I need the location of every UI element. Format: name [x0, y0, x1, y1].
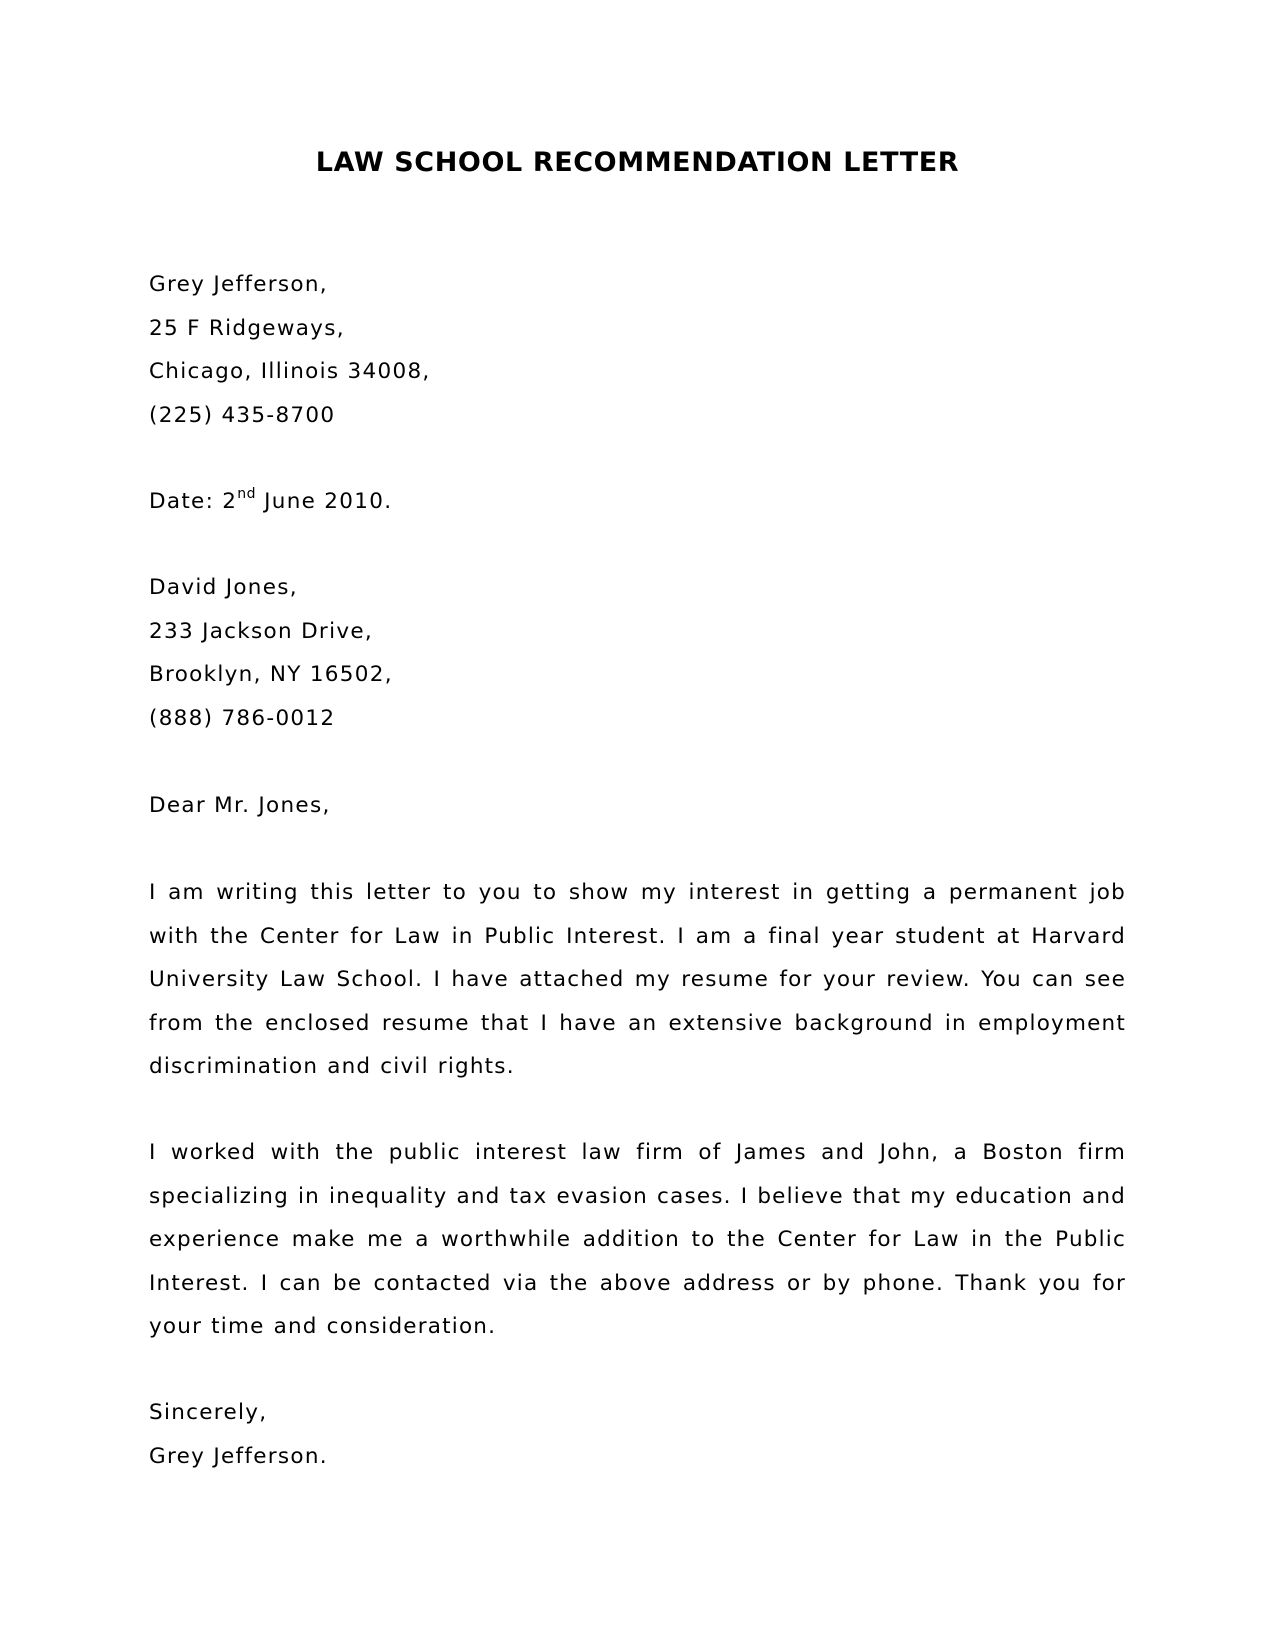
- sender-phone: (225) 435-8700: [149, 402, 336, 428]
- letter-date: [149, 480, 1126, 524]
- sender-name: Grey Jefferson,: [149, 272, 328, 297]
- body-paragraph-2: I worked with the public interest law firm of James and John, a Boston firm specializing in inequality and tax evasion cases. I believe that my education and experience make me a worthwhile addition to the Center for Law in the Public Interest. I can be contacted via the above address or by phone. Thank you for your time and consideration.: [149, 1140, 1126, 1340]
- recipient-street: 233 Jackson Drive,: [149, 618, 374, 644]
- signature: Grey Jefferson.: [149, 1443, 328, 1469]
- date-rest: June 2010.: [256, 489, 393, 514]
- recipient-name: David Jones,: [149, 575, 298, 600]
- closing: Sincerely,: [149, 1400, 268, 1425]
- salutation-block: [149, 784, 1126, 828]
- body-paragraph-1: I am writing this letter to you to show my interest in getting a permanent job with the Center for Law in Public Interest. I am a final year student at Harvard University Law School. I have attached my resume for your review. You can see from the enclosed resume that I have an extensive background in employment discrimination and civil rights.: [149, 880, 1126, 1080]
- recipient-city: Brooklyn, NY 16502,: [149, 662, 393, 687]
- sender-city: Chicago, Illinois 34008,: [149, 359, 431, 384]
- salutation: Dear Mr. Jones,: [149, 793, 331, 818]
- closing-block: [149, 1391, 1126, 1478]
- sender-address: [149, 263, 1126, 437]
- recipient-address: [149, 566, 1126, 740]
- date-prefix: Date: 2: [149, 489, 238, 514]
- date-ordinal-suffix: nd: [237, 485, 257, 502]
- recipient-phone: (888) 786-0012: [149, 705, 336, 731]
- letter-title: LAW SCHOOL RECOMMENDATION LETTER: [315, 147, 960, 178]
- sender-street: 25 F Ridgeways,: [149, 315, 345, 341]
